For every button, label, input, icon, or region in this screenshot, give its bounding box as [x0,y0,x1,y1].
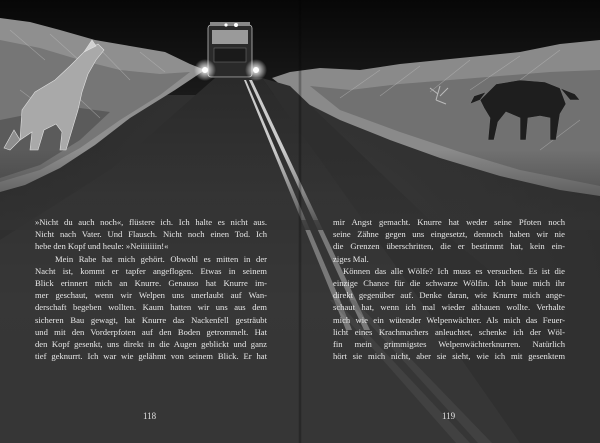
text-line: licht eines Krachmachers anleuchtet, schenke ich der Wöl- [333,326,565,337]
text-line: mer geschaut, wenn wir Welpen uns unerlaubt auf Wan- [35,290,267,301]
text-line: den Kopf gesenkt, uns direkt in die Augen geblickt und ganz [35,339,267,350]
text-line: einzige Chance für die schwarze Wölfin. Ich baue mich ihr [333,278,565,289]
text-line: ziges Mal. [333,253,369,264]
text-line: hört sie mich nicht, aber sie sieht, wie ich mit gesenktem [333,351,565,362]
page-number-right: 119 [442,411,456,421]
text-line: seine Zähne gegen uns eingesetzt, dennoch haben wir nie [333,229,565,240]
text-line: und mit den Vorderpfoten auf den Boden getrommelt. Hat [35,326,267,337]
text-line: fin mein grimmigstes Welpenwächterknurren. Natürlich [333,339,565,350]
text-line: direkt gegenüber auf. Denke daran, wie Knurre mich ange- [333,290,565,301]
text-line: mir Angst gemacht. Knurre hat weder seine Pfoten noch [333,217,565,227]
left-page-text [35,216,267,362]
text-line: Mein Rabe hat mich gehört. Obwohl es mitten in der [55,253,267,264]
text-line: Nicht nach Vater. Und Flausch. Nicht noch einen Tod. Ich [35,229,267,240]
page-number-left: 118 [143,411,157,421]
text-line: tief geknurrt. Ich war wie gelähmt von seinem Blick. Er hat [35,351,267,362]
text-line: Blick erinnert mich an Knurre. Genauso hat Knurre im- [35,278,267,289]
text-line: »Nicht du auch noch«, flüstere ich. Ich halte es nicht aus. [35,217,267,227]
text-line: schaut hat, wenn ich mal wieder abhauen wollte. Verhalte [333,302,565,313]
text-line: Können das alle Wölfe? Ich muss es versuchen. Es ist die [343,265,565,276]
text-line: Nacht ist, kommt er tapfer angeflogen. Etwas in seinem [35,265,267,276]
book-gutter [298,0,302,443]
text-line: hebe den Kopf und heule: »Neiiiiiiin!« [35,241,169,252]
text-line: die Grenzen überschritten, die er bestimmt hat, kein ein- [333,241,565,252]
text-line: derschaft begeben wollten. Kaum hatten wir uns aus dem [35,302,267,313]
text-line: mich wie ein wütender Welpenwächter. Als mich das Feuer- [333,314,565,325]
text-line: sicheren Bau gewagt, hat Knurre das Nackenfell gesträubt [35,314,267,325]
right-page-text [333,216,565,362]
